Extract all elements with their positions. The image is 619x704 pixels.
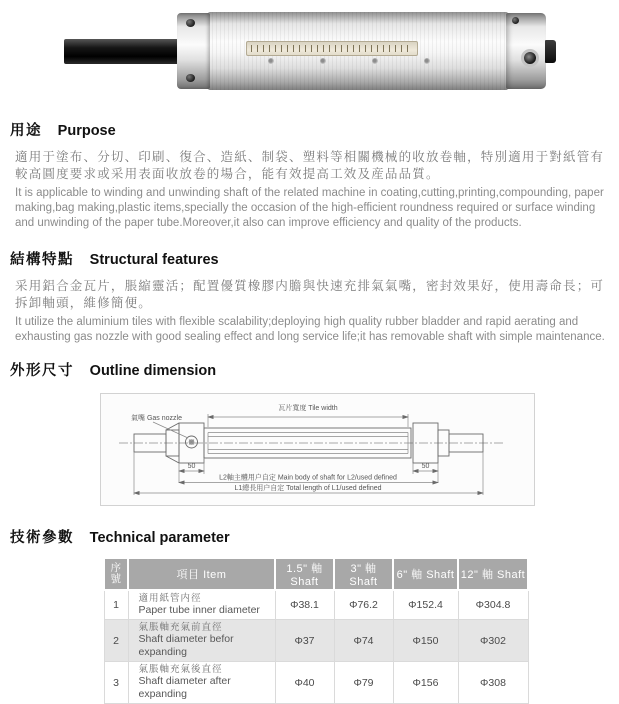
structural-title-en: Structural features [89,252,219,268]
cap-screw-icon [512,17,519,24]
air-valve-icon [521,49,539,67]
item-label-en: Shaft diameter befor expanding [138,633,234,658]
gas-nozzle-label: 氣嘴 Gas nozzle [131,415,182,422]
cell-value: Φ152.4 [393,590,458,620]
shaft-end-rod [64,39,182,64]
cell-value: Φ304.8 [458,590,528,620]
shaft-ruler-strip [246,41,418,56]
item-label-zh: 氣脹軸充氣後直徑 [138,664,223,675]
structural-section-title [10,243,619,271]
right-offset-label: 50 [421,463,430,470]
table-header-row [104,558,528,590]
cell-value: Φ79 [334,662,393,704]
col-header-12: 12" 軸 Shaft [458,558,528,590]
body-screw-icon [372,58,378,64]
item-label-zh: 適用紙管内徑 [138,593,202,604]
col-header-no: 序號 [104,558,128,590]
table-row [104,662,528,704]
nozzle-leader-line [153,422,188,438]
left-chamfer [166,456,179,463]
technical-title-en: Technical parameter [89,530,230,546]
outline-title-zh: 外形尺寸 [10,363,74,379]
cell-no: 2 [104,620,128,662]
purpose-title-en: Purpose [57,123,116,139]
technical-parameter-table [103,557,529,704]
technical-title-zh: 技術參數 [10,530,74,546]
purpose-title-zh: 用途 [10,123,42,139]
structural-title-zh: 結構特點 [10,252,74,268]
cell-value: Φ308 [458,662,528,704]
purpose-section-title [10,114,619,142]
cell-value: Φ156 [393,662,458,704]
purpose-text-en: It is applicable to winding and unwinding shaft of the related machine in coating,cutting,printing,compounding, paper making,bag making,plastic items,specially the occasion of the high-efficient roundness required or surface winding and unwinding of the paper tube.Moreover,it also can improve efficiency and quality of the products. [15,187,604,229]
collar-screw-icon [186,19,195,27]
purpose-text-zh: 適用于塗布、分切、印刷、復合、造紙、制袋、塑料等相關機械的收放卷軸，特別適用于對紙管有較高圓度要求或采用表面收放卷的場合，能有效提高工效及産品品質。 [15,150,605,181]
l2-label: L2軸主體用户自定 Main body of shaft for L2/used defined [219,474,397,482]
outline-dimension-drawing [100,393,535,506]
col-header-item: 項目 Item [128,558,275,590]
table-row [104,590,528,620]
col-header-3: 3" 軸 Shaft [334,558,393,590]
cell-no: 1 [104,590,128,620]
outline-section-title [10,354,619,382]
left-offset-label: 50 [187,463,196,470]
cell-value: Φ302 [458,620,528,662]
end-knob [545,40,556,63]
cell-value: Φ76.2 [334,590,393,620]
item-label-en: Paper tube inner diameter [138,604,260,616]
body-screw-icon [268,58,274,64]
outline-title-en: Outline dimension [89,363,217,379]
product-photo [0,0,619,100]
cell-item [128,662,275,704]
technical-section-title [10,521,619,549]
body-screw-icon [320,58,326,64]
cell-value: Φ37 [275,620,334,662]
body-screw-icon [424,58,430,64]
col-header-1-5: 1.5" 軸 Shaft [275,558,334,590]
l1-label: L1總長用户自定 Total length of L1/used defined [234,485,382,492]
cell-value: Φ150 [393,620,458,662]
tile-width-label: 瓦片寬度 Tile width [278,405,338,412]
collar-screw-icon [186,74,195,82]
dimension-drawing-svg [101,394,534,505]
cell-value: Φ38.1 [275,590,334,620]
item-label-en: Shaft diameter after expanding [138,675,231,700]
item-label-zh: 氣脹軸充氣前直徑 [138,622,223,633]
col-header-6: 6" 軸 Shaft [393,558,458,590]
cell-value: Φ40 [275,662,334,704]
cell-item [128,590,275,620]
cell-value: Φ74 [334,620,393,662]
cell-no: 3 [104,662,128,704]
structural-text-en: It utilize the aluminium tiles with flexible scalability;deploying high quality rubber bladder and rapid aerating and exhausting gas nozzle with good sealing effect and long service life;it has removable shaft with simple maintenance. [15,316,605,343]
structural-text-zh: 采用鋁合金瓦片，脹縮靈活；配置優質橡膠内膽與快速充排氣氣嘴，密封效果好，使用壽命長；可拆卸軸頭，維修簡便。 [15,279,605,310]
